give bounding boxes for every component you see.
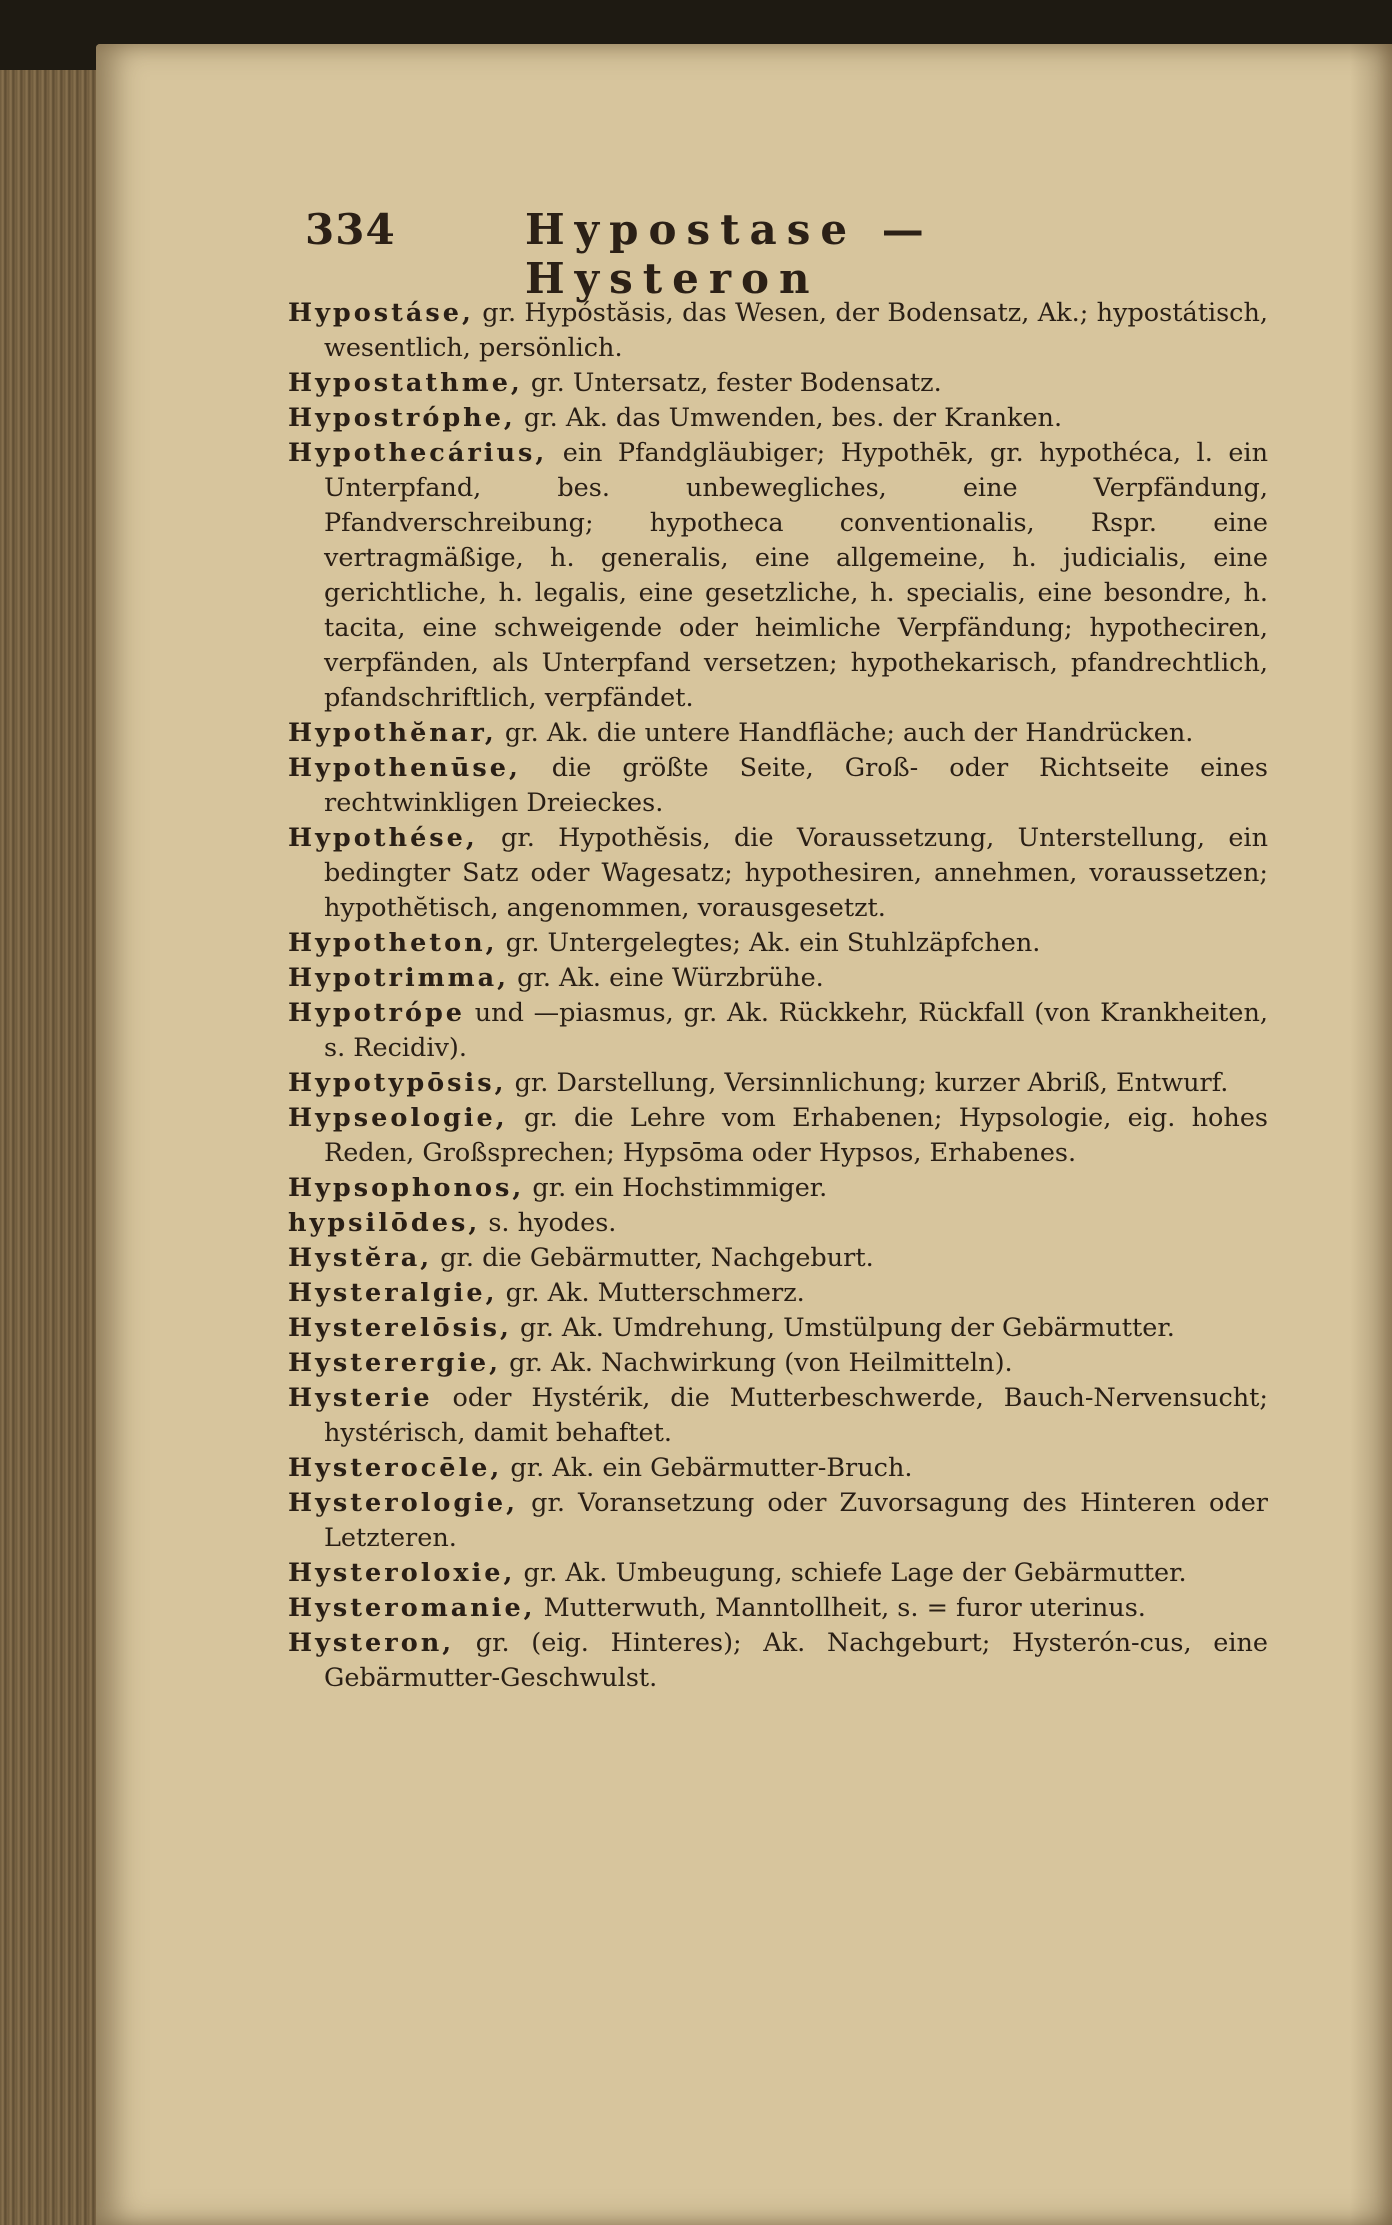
entry-lemma: Hysteroloxie,: [288, 1558, 516, 1588]
entry-hysteroloxie: [288, 1556, 1268, 1591]
entry-lemma: Hypotrimma,: [288, 963, 510, 993]
entry-hypostase: [288, 296, 1268, 366]
entry-lemma: Hysterie: [288, 1383, 433, 1413]
entry-hypseologie: [288, 1101, 1268, 1171]
entry-lemma: Hypotypōsis,: [288, 1068, 507, 1098]
entry-text: gr. Ak. Umdrehung, Umstülpung der Gebärmutter.: [511, 1313, 1175, 1343]
page-header: [305, 205, 1065, 303]
entry-text: gr. Ak. Nachwirkung (von Heilmitteln).: [500, 1348, 1013, 1378]
entry-lemma: Hypseologie,: [288, 1103, 508, 1133]
entry-lemma: Hysteron,: [288, 1628, 455, 1658]
entry-text: ein Pfandgläubiger; Hypothēk, gr. hypothéca, l. ein Unterpfand, bes. unbewegliches, eine Verpfändung, Pfandverschreibung; hypotheca conventionalis, Rspr. eine vertragmäßige, h. generalis, eine allgemeine, h. judicialis, eine gerichtliche, h. legalis, eine gesetzliche, h. specialis, eine besondre, h. tacita, eine schweigende oder heimliche Verpfändung; hypotheciren, verpfänden, als Unterpfand versetzen; hypothekarisch, pfandrechtlich, pfandschriftlich, verpfändet.: [324, 438, 1268, 713]
entry-text: und —piasmus, gr. Ak. Rückkehr, Rückfall (von Krankheiten, s. Recidiv).: [324, 998, 1268, 1063]
entry-hysterergie: [288, 1346, 1268, 1381]
running-title: Hypostase — Hysteron: [525, 205, 934, 303]
entry-hypsilodes: [288, 1206, 1268, 1241]
entry-text: gr. Ak. das Umwenden, bes. der Kranken.: [515, 403, 1063, 433]
entry-text: Mutterwuth, Manntollheit, s. = furor uterinus.: [535, 1593, 1146, 1623]
entry-lemma: Hysterologie,: [288, 1488, 519, 1518]
dictionary-text: [288, 296, 1268, 1696]
entry-lemma: Hypostáse,: [288, 298, 474, 328]
entry-text: gr. Untersatz, fester Bodensatz.: [522, 368, 942, 398]
entry-text: gr. Voransetzung oder Zuvorsagung des Hinteren oder Letzteren.: [324, 1488, 1268, 1553]
entry-lemma: Hystĕra,: [288, 1243, 433, 1273]
entry-text: gr. die Gebärmutter, Nachgeburt.: [432, 1243, 874, 1273]
page-number: 334: [305, 205, 396, 254]
entry-hypsophonos: [288, 1171, 1268, 1206]
entry-hysteron: [288, 1626, 1268, 1696]
entry-text: gr. Ak. die untere Handfläche; auch der Handrücken.: [496, 718, 1194, 748]
entry-lemma: Hysterocēle,: [288, 1453, 503, 1483]
entry-hysterologie: [288, 1486, 1268, 1556]
entry-hysteromanie: [288, 1591, 1268, 1626]
entry-text: gr. Ak. eine Würzbrühe.: [509, 963, 824, 993]
entry-hysteralgie: [288, 1276, 1268, 1311]
entry-hystera: [288, 1241, 1268, 1276]
entry-text: oder Hystérik, die Mutterbeschwerde, Bauch-Nervensucht; hystérisch, damit behaftet.: [324, 1383, 1268, 1448]
entry-lemma: Hysteralgie,: [288, 1278, 498, 1308]
book-page-edges: [0, 70, 110, 2225]
entry-text: s. hyodes.: [480, 1208, 617, 1238]
entry-text: gr. (eig. Hinteres); Ak. Nachgeburt; Hysterón-cus, eine Gebärmutter-Geschwulst.: [324, 1628, 1268, 1693]
entry-lemma: Hypothĕnar,: [288, 718, 497, 748]
entry-text: gr. Ak. ein Gebärmutter-Bruch.: [502, 1453, 913, 1483]
entry-lemma: Hypotheton,: [288, 928, 498, 958]
entry-text: gr. Darstellung, Versinnlichung; kurzer Abriß, Entwurf.: [506, 1068, 1229, 1098]
entry-hypothenuse: [288, 751, 1268, 821]
entry-lemma: Hypothése,: [288, 823, 478, 853]
entry-text: gr. ein Hochstimmiger.: [524, 1173, 828, 1203]
entry-hypotrope: [288, 996, 1268, 1066]
entry-lemma: hypsilōdes,: [288, 1208, 481, 1238]
entry-text: gr. Hypóstăsis, das Wesen, der Bodensatz, Ak.; hypostátisch, wesentlich, persönlich.: [324, 298, 1268, 363]
entry-hypostrophe: [288, 401, 1268, 436]
entry-text: gr. Ak. Umbeugung, schiefe Lage der Gebärmutter.: [515, 1558, 1187, 1588]
entry-hypothese: [288, 821, 1268, 926]
entry-text: gr. Hypothĕsis, die Voraussetzung, Unterstellung, ein bedingter Satz oder Wagesatz; hypothesiren, annehmen, voraussetzen; hypothĕtisch, angenommen, vorausgesetzt.: [324, 823, 1268, 923]
entry-text: gr. Untergelegtes; Ak. ein Stuhlzäpfchen.: [497, 928, 1041, 958]
entry-hypothenar: [288, 716, 1268, 751]
entry-hysterelosis: [288, 1311, 1268, 1346]
entry-hypotrimma: [288, 961, 1268, 996]
entry-text: gr. die Lehre vom Erhabenen; Hypsologie, eig. hohes Reden, Großsprechen; Hypsōma oder Hypsos, Erhabenes.: [324, 1103, 1268, 1168]
entry-hypotyposis: [288, 1066, 1268, 1101]
entry-lemma: Hysterelōsis,: [288, 1313, 512, 1343]
entry-lemma: Hysterergie,: [288, 1348, 501, 1378]
entry-lemma: Hypostathme,: [288, 368, 523, 398]
entry-hypotheton: [288, 926, 1268, 961]
entry-hypothecarius: [288, 436, 1268, 716]
entry-lemma: Hypothecárius,: [288, 438, 548, 468]
entry-lemma: Hypotrópe: [288, 998, 466, 1028]
entry-lemma: Hypothenūse,: [288, 753, 521, 783]
entry-text: gr. Ak. Mutterschmerz.: [497, 1278, 805, 1308]
entry-lemma: Hypsophonos,: [288, 1173, 525, 1203]
entry-hysterie: [288, 1381, 1268, 1451]
entry-lemma: Hypostróphe,: [288, 403, 516, 433]
entry-hysterocele: [288, 1451, 1268, 1486]
entry-text: die größte Seite, Groß- oder Richtseite eines rechtwinkligen Dreieckes.: [324, 753, 1268, 818]
entry-lemma: Hysteromanie,: [288, 1593, 536, 1623]
entry-hypostathme: [288, 366, 1268, 401]
